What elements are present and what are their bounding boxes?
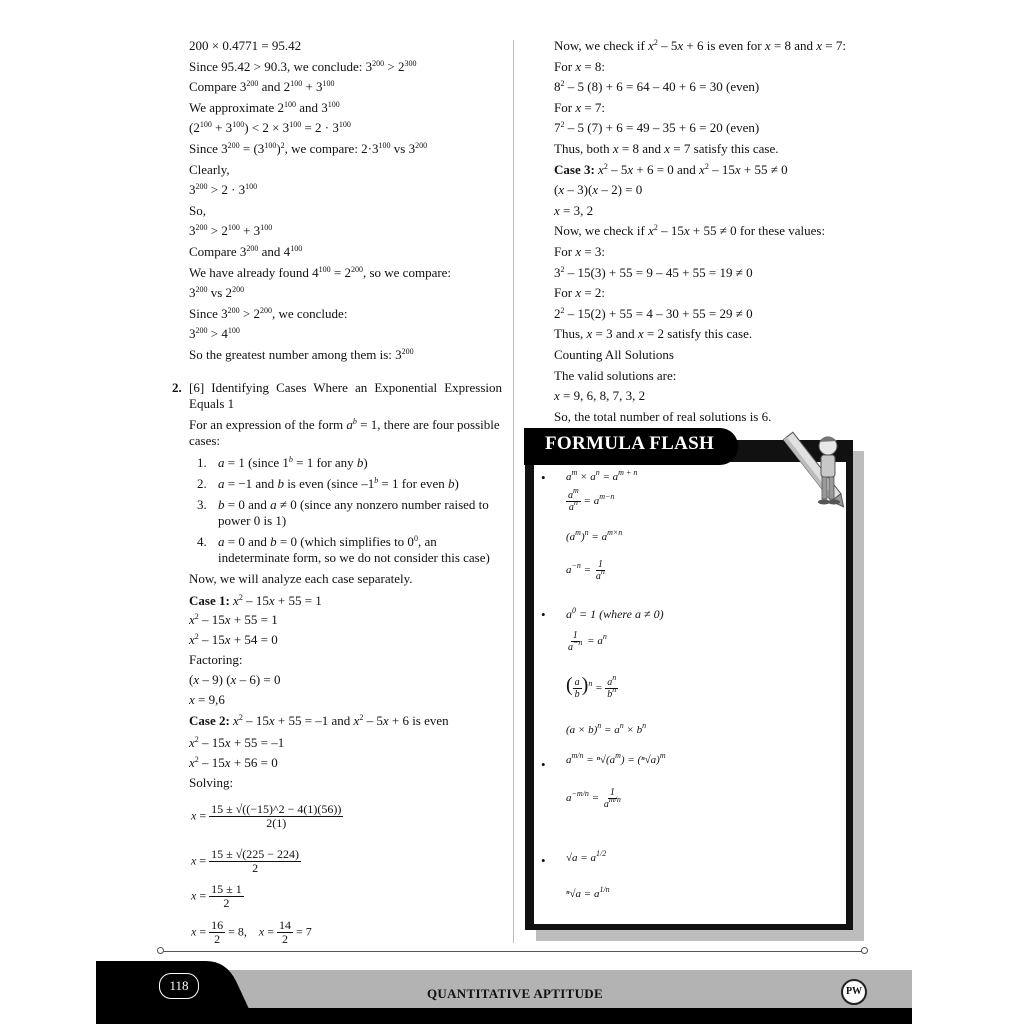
text-line: So, the total number of real solutions is 6. — [554, 408, 772, 424]
formula-2-denominator: 2 — [252, 861, 259, 875]
text-line: We approximate $2^{100}$ and $3^{100}$ — [189, 99, 340, 115]
formula-product-power: $(a \times b)^n = a^n \times b^n$ — [566, 721, 647, 736]
root-2-denominator: 2 — [282, 932, 288, 946]
step-line: $x^2 - 15x + 55 = 1$ — [189, 612, 278, 627]
item-text: a = −1 and b is even (since $-1^b = 1$ for even b) — [218, 476, 459, 491]
left-column — [189, 36, 501, 366]
step-line: Solving: — [189, 775, 234, 790]
text-line: Compare $3^{200}$ and $4^{100}$ — [189, 243, 303, 259]
text-line: $3^{200} > 2^{100} + 3^{100}$ — [189, 223, 273, 239]
text-line: $3^2 - 15(3) + 55 = 9 - 45 + 55 = 19 \ne 0$ — [554, 264, 753, 280]
question-number: 2. — [172, 380, 182, 395]
text-line: 200 × 0.4771 = 95.42 — [189, 38, 302, 53]
formula-reciprocal — [566, 630, 607, 653]
rule-endpoint — [157, 947, 164, 954]
item-text: a = 0 and b = 0 (which simplifies to $0^0$, an indeterminate form, so we do not consider this case) — [218, 534, 490, 565]
root-1-value: = 8, — [228, 924, 247, 939]
reciprocal-numerator: 1 — [572, 630, 578, 641]
right-column — [554, 36, 864, 427]
text-line: Clearly, — [189, 161, 230, 177]
step-line: $x^2 - 15x + 55 = -1$ — [189, 735, 285, 750]
formula-flash-title: FORMULA FLASH — [545, 433, 715, 454]
formula-product-rule: $a^m \times a^n = a^{m + n}$ — [566, 468, 638, 483]
item-number: 3. — [197, 497, 207, 512]
bullet: • — [541, 853, 546, 868]
root-1-numerator: 16 — [211, 918, 224, 932]
text-line: $8^2 - 5$ (8) + 6 = 64 – 40 + 6 = 30 (even) — [554, 79, 760, 95]
text-line: $3^{200}$ vs $2^{200}$ — [189, 285, 245, 301]
bullet: • — [541, 470, 546, 485]
quadratic-roots: x = $\frac{16}{2}$ = 8, x = $\frac{14}{2}$ = 7 — [191, 918, 312, 946]
step-line: x = 9,6 — [189, 692, 225, 707]
analyze-text: Now, we will analyze each case separately. — [189, 571, 413, 586]
formula-square-root: $√a = a^{1/2}$ — [566, 849, 607, 864]
text-line: Thus, x = 3 and x = 2 satisfy this case. — [554, 326, 753, 342]
column-divider — [513, 40, 514, 943]
negative-fractional-numerator: 1 — [609, 787, 615, 798]
text-line: x = 3, 2 — [554, 202, 594, 218]
text-line: $(2^{100} + 3^{100}) < 2 \times 3^{100} = 2 \cdot 3^{100}$ — [189, 120, 351, 136]
text-line: Since 95.42 > 90.3, we conclude: $3^{200} > 2^{300}$ — [189, 58, 417, 74]
fraction-power-numerator: $a^n$ — [607, 672, 617, 688]
root-2-value: = 7 — [296, 924, 312, 939]
bullet: • — [541, 757, 546, 772]
case-list-item — [189, 455, 501, 471]
quadratic-formula-2: x = $\frac{15 \pm √(225 - 224)}{2}$ — [191, 847, 300, 875]
case-2-label: Case 2: — [189, 713, 230, 728]
text-line: $3^{200} > 2 \cdot 3^{100}$ — [189, 182, 258, 198]
case-list-item — [189, 497, 501, 528]
formula-2-numerator: 15 ± √(225 − 224) — [211, 847, 300, 861]
item-number: 1. — [197, 455, 207, 470]
text-line: So, — [189, 202, 206, 218]
question-2-heading — [172, 380, 502, 412]
formula-quotient-rule — [566, 486, 615, 513]
formula-negative-exponent — [566, 559, 607, 582]
quadratic-formula-3: x = $\frac{15 \pm 1}{2}$ — [191, 882, 242, 910]
q2-intro: For an expression of the form $a^b = 1$, there are four possible cases: — [189, 417, 500, 448]
quotient-result: = $a^{m-n}$ — [583, 492, 615, 508]
text-line: $3^{200} > 4^{100}$ — [189, 326, 240, 342]
formula-power-rule: $(a^m)^n = a^{m\times n}$ — [566, 528, 623, 543]
text-line: Since $3^{200} = (3^{100})^2$, we compare: $2\cdot 3^{100}$ vs $3^{200}$ — [189, 140, 428, 156]
publisher-logo-icon: PW — [841, 979, 867, 1005]
case-1-equation: $x^2 - 15x + 55 = 1$ — [233, 593, 322, 608]
fraction-power-inner-denominator: b — [574, 688, 580, 700]
bullet: • — [541, 607, 546, 622]
mascot-pencil-illustration — [776, 424, 856, 516]
text-line: Since $3^{200} > 2^{200}$, we conclude: — [189, 305, 348, 321]
text-line: The valid solutions are: — [554, 367, 677, 383]
reciprocal-result: = $a^n$ — [587, 632, 607, 648]
step-line: $x^2 - 15x + 56 = 0$ — [189, 755, 278, 770]
step-line: Factoring: — [189, 652, 243, 667]
text-line: Thus, both x = 8 and x = 7 satisfy this case. — [554, 140, 779, 156]
root-2-numerator: 14 — [279, 918, 291, 932]
item-number: 2. — [197, 476, 207, 491]
text-line: Case 3: $x^2 - 5x + 6 = 0$ and $x^2 - 15x + 55 \ne 0$ — [554, 161, 788, 177]
case-2-equation: $x^2 - 15x + 55 = -1$ and $x^2 - 5x + 6$ is even — [233, 713, 449, 728]
page-number: 118 — [159, 973, 199, 999]
formula-1-denominator: 2(1) — [266, 816, 287, 830]
root-1-denominator: 2 — [214, 932, 221, 946]
item-text: b = 0 and a ≠ 0 (since any nonzero number raised to power 0 is 1) — [218, 497, 489, 528]
text-line: So the greatest number among them is: $3^{200}$ — [189, 346, 414, 362]
formula-3-numerator: 15 ± 1 — [211, 882, 242, 896]
footer-rule — [160, 951, 865, 952]
case-list-item — [189, 476, 501, 492]
text-line: We have already found $4^{100} = 2^{200}$, so we compare: — [189, 264, 452, 280]
text-line: Now, we check if $x^2 - 15x + 55 \ne 0$ for these values: — [554, 223, 826, 239]
step-line: (x – 9) (x – 6) = 0 — [189, 672, 281, 687]
text-line: Counting All Solutions — [554, 346, 674, 362]
quadratic-formula-1: x = $\frac{15 \pm √((-15)\^{}2 - 4(1)(56))}{2(1)}$ — [191, 802, 342, 830]
text-line: $7^2 - 5$ (7) + 6 = 49 – 35 + 6 = 20 (even) — [554, 120, 760, 136]
quotient-denominator: $a^n$ — [568, 498, 578, 513]
formula-negative-fractional-exponent — [566, 787, 623, 810]
formula-1-numerator: 15 ± √((−15)^2 − 4(1)(56)) — [211, 802, 342, 816]
negative-exponent-lhs: $a^{-n}$ = — [566, 561, 592, 577]
rule-endpoint — [861, 947, 868, 954]
text-line: (x – 3)(x – 2) = 0 — [554, 182, 643, 198]
item-number: 4. — [197, 534, 207, 549]
item-text: a = 1 (since $1^b = 1$ for any b) — [218, 455, 368, 470]
text-line: For x = 7: — [554, 99, 606, 115]
case-2-line — [189, 713, 501, 729]
formula-nth-root: $^n√a = a^{1/n}$ — [566, 885, 610, 900]
negative-fractional-lhs: $a^{-m/n}$ = — [566, 789, 600, 805]
footer-title: QUANTITATIVE APTITUDE — [427, 986, 603, 1001]
negative-exponent-numerator: 1 — [597, 559, 603, 570]
fraction-power-inner-numerator: a — [574, 676, 580, 688]
negative-fractional-denominator: $a^{m/n}$ — [603, 795, 621, 810]
text-line: Compare $3^{200}$ and $2^{100} + 3^{100}$ — [189, 79, 335, 95]
step-line: $x^2 - 15x + 54 = 0$ — [189, 632, 278, 647]
formula-3-denominator: 2 — [223, 896, 230, 910]
case-1-label: Case 1: — [189, 593, 230, 608]
text-line: Now, we check if $x^2 - 5x + 6$ is even for x = 8 and x = 7: — [554, 38, 846, 53]
formula-fractional-exponent: $a^{m/n} = ^n√(a^m) = (^n√a)^m$ — [566, 751, 666, 766]
formula-zero-exponent: $a^0 = 1$ (where a ≠ 0) — [566, 606, 664, 621]
fraction-power-denominator: $b^n$ — [607, 684, 617, 700]
quotient-numerator: $a^m$ — [568, 486, 579, 501]
question-heading-text: [6] Identifying Cases Where an Exponential Expression Equals 1 — [189, 380, 502, 411]
text-line: x = 9, 6, 8, 7, 3, 2 — [554, 388, 646, 404]
case-list-item — [189, 534, 501, 565]
formula-fraction-power: ( $\frac{a}{b}$ )$^n$ = $\frac{a^n}{b^n}$ — [566, 672, 617, 700]
text-line: For x = 8: — [554, 58, 606, 74]
text-line: $2^2 - 15(2) + 55 = 4 - 30 + 55 = 29 \ne 0$ — [554, 305, 753, 321]
text-line: For x = 2: — [554, 285, 606, 301]
reciprocal-denominator: $a^{-n}$ — [568, 638, 583, 653]
negative-exponent-denominator: $a^n$ — [595, 567, 605, 582]
case-1-line — [189, 593, 501, 609]
text-line: For x = 3: — [554, 243, 606, 259]
